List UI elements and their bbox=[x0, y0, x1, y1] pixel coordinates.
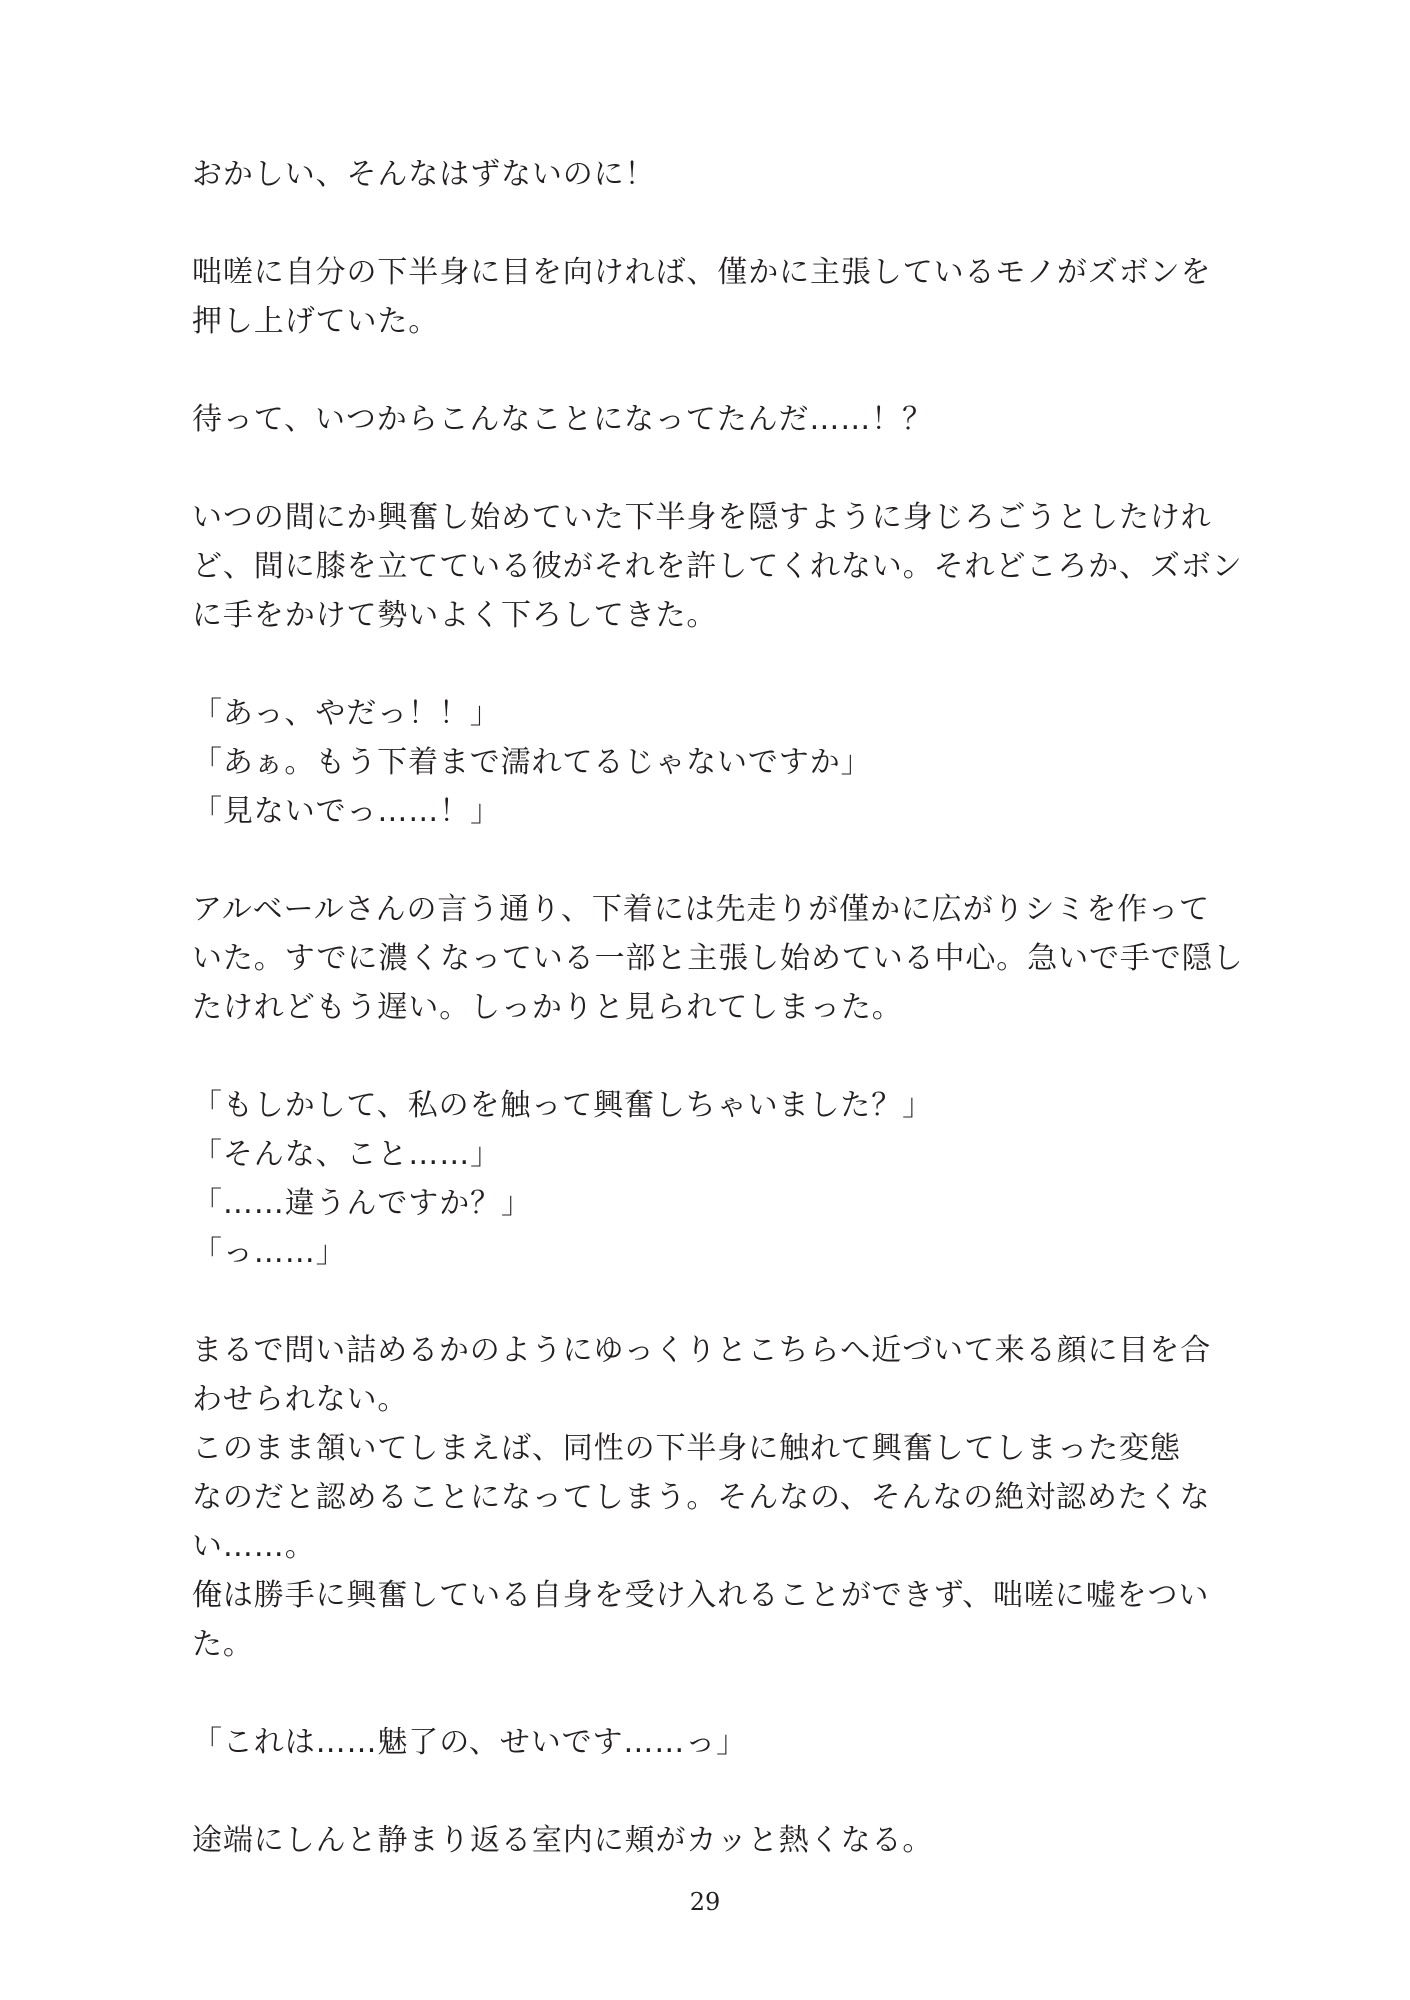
dialogue-line: 「あっ、やだっ！！」 bbox=[192, 696, 501, 731]
text-line: たけれどもう遅い。しっかりと見られてしまった。 bbox=[192, 990, 903, 1025]
text-line: 咄嗟に自分の下半身に目を向ければ、僅かに主張しているモノがズボンを bbox=[192, 255, 1212, 290]
text-line: なのだと認めることになってしまう。そんなの、そんなの絶対認めたくな bbox=[192, 1480, 1211, 1515]
text-line: アルベールさんの言う通り、下着には先走りが僅かに広がりシミを作って bbox=[192, 892, 1210, 927]
dialogue-line: 「もしかして、私のを触って興奮しちゃいました？」 bbox=[192, 1088, 933, 1123]
dialogue-line: 「見ないでっ……！」 bbox=[192, 794, 501, 829]
blank-line bbox=[192, 1032, 1232, 1081]
blank-line bbox=[192, 836, 1232, 885]
text-line: ど、間に膝を立てている彼がそれを許してくれない。それどころか、ズボン bbox=[192, 549, 1243, 584]
blank-line bbox=[192, 346, 1232, 395]
text-line: まるで問い詰めるかのようにゆっくりとこちらへ近づいて来る顔に目を合 bbox=[192, 1333, 1212, 1368]
dialogue-line: 「そんな、こと……」 bbox=[192, 1137, 501, 1172]
text-line: 俺は勝手に興奮している自身を受け入れることができず、咄嗟に嘘をつい bbox=[192, 1578, 1210, 1613]
page-number: 29 bbox=[689, 1888, 721, 1916]
dialogue-line: 「……違うんですか？」 bbox=[192, 1186, 532, 1221]
blank-line bbox=[192, 1277, 1232, 1326]
dialogue-line: 「これは……魅了の、せいです……っ」 bbox=[192, 1725, 747, 1760]
text-line: 途端にしんと静まり返る室内に頬がカッと熱くなる。 bbox=[192, 1823, 934, 1858]
text-line: 押し上げていた。 bbox=[192, 304, 440, 339]
blank-line bbox=[192, 1767, 1232, 1816]
text-line: た。 bbox=[192, 1627, 254, 1662]
blank-line bbox=[192, 640, 1232, 689]
text-line: このまま頷いてしまえば、同性の下半身に触れて興奮してしまった変態 bbox=[192, 1431, 1181, 1466]
text-line: い……。 bbox=[192, 1529, 316, 1564]
dialogue-line: 「あぁ。もう下着まで濡れてるじゃないですか」 bbox=[192, 745, 872, 780]
text-line: おかしい、そんなはずないのに！ bbox=[192, 157, 656, 192]
body-text bbox=[192, 150, 1244, 1865]
blank-line bbox=[192, 444, 1232, 493]
blank-line bbox=[192, 1669, 1232, 1718]
text-line: いた。すでに濃くなっている一部と主張し始めている中心。急いで手で隠し bbox=[192, 941, 1244, 976]
text-line: に手をかけて勢いよく下ろしてきた。 bbox=[192, 598, 718, 633]
blank-line bbox=[192, 199, 1232, 248]
text-line: いつの間にか興奮し始めていた下半身を隠すように身じろごうとしたけれ bbox=[192, 500, 1212, 535]
text-line: 待って、いつからこんなことになってたんだ……！？ bbox=[192, 402, 933, 437]
text-line: わせられない。 bbox=[192, 1382, 409, 1417]
dialogue-line: 「っ……」 bbox=[192, 1235, 347, 1270]
